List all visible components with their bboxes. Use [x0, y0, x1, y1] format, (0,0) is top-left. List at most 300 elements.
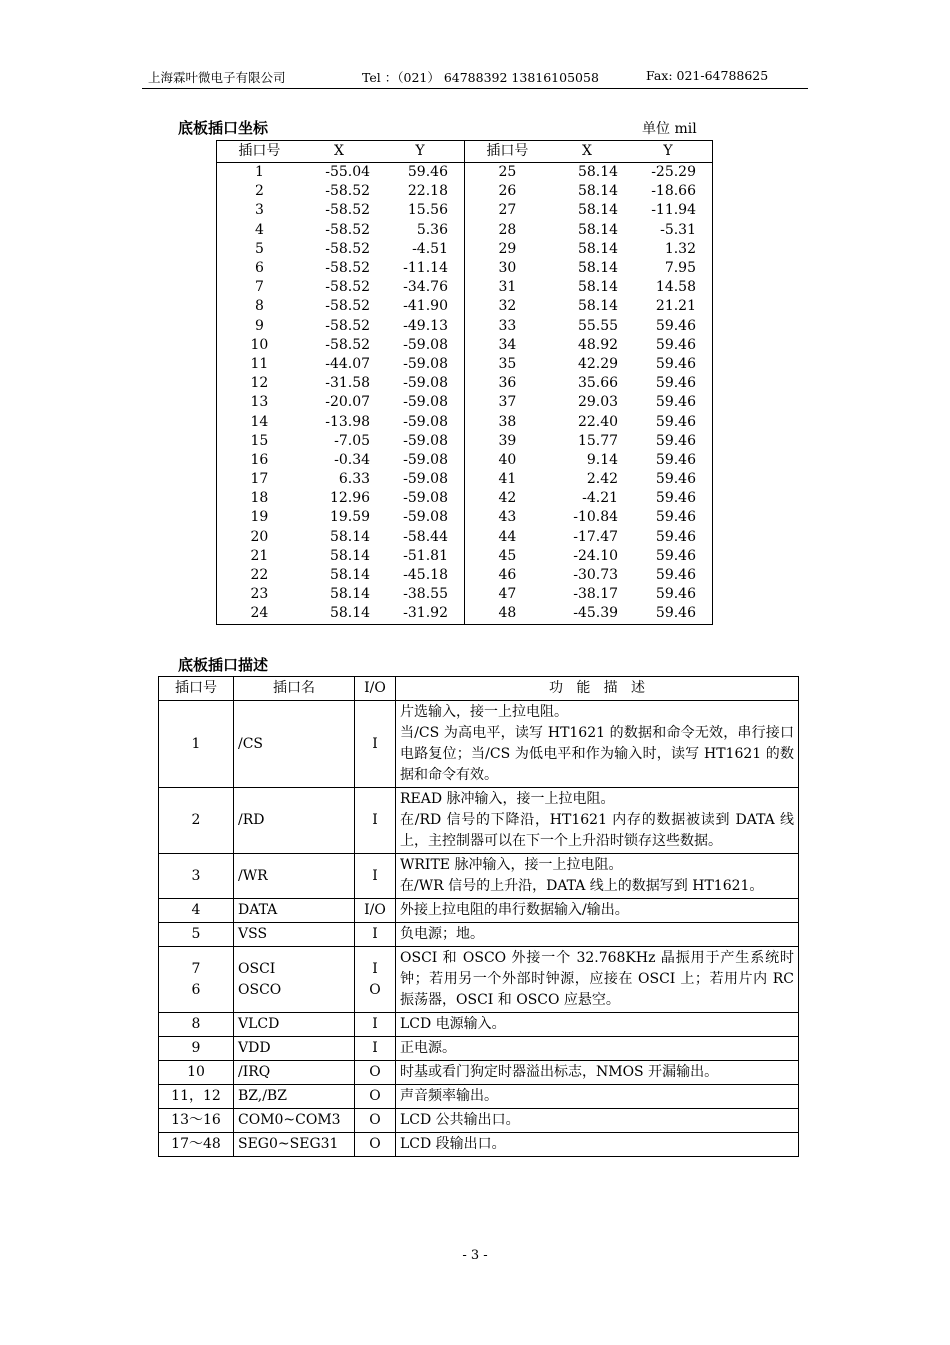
pin-number — [159, 947, 234, 1013]
x-value: 2.42 — [586, 471, 619, 488]
pin-io-line: I — [372, 926, 378, 942]
pin-io — [355, 788, 396, 854]
pin-number: 27 — [464, 201, 549, 220]
coordinate-row — [217, 259, 713, 278]
y-value: 59.46 — [655, 375, 696, 392]
y-value: 22.18 — [407, 183, 448, 200]
pin-number: 10 — [250, 336, 269, 353]
col-header-pin-name: 插口名 — [234, 677, 355, 701]
pin-number-line: 2 — [191, 812, 201, 828]
pin-number-line: 17～48 — [171, 1136, 221, 1152]
pin-number: 14 — [250, 413, 269, 430]
y-value: -34.76 — [403, 279, 448, 296]
y-value: 59.46 — [655, 355, 696, 372]
coordinate-row — [217, 432, 713, 451]
pin-number: 42 — [464, 489, 549, 508]
y-value: 15.56 — [407, 202, 448, 219]
pin-number: 46 — [464, 566, 549, 585]
pin-number-line: 7 — [191, 960, 201, 977]
y-value: 59.46 — [655, 528, 696, 545]
pin-name-line: /WR — [238, 867, 268, 884]
x-value: -44.07 — [325, 355, 371, 372]
x-value: -17.47 — [573, 528, 619, 545]
pin-name — [234, 1133, 355, 1157]
coordinate-row — [217, 412, 713, 431]
pin-number — [159, 701, 234, 788]
x-value: -7.05 — [334, 432, 371, 449]
fax: Fax: 021-64788625 — [646, 68, 769, 83]
pin-row — [159, 947, 799, 1013]
coordinate-row — [217, 489, 713, 508]
pin-description-table — [158, 676, 799, 1157]
pin-number-line: 1 — [191, 735, 201, 752]
coordinate-row — [217, 374, 713, 393]
pin-number: 47 — [464, 585, 549, 604]
pin-number — [159, 899, 234, 923]
pin-description — [396, 854, 799, 899]
coord-section-title: 底板插口坐标 — [178, 119, 269, 137]
pin-number-line: 3 — [191, 867, 201, 884]
pin-description — [396, 1061, 799, 1085]
pin-number: 34 — [464, 336, 549, 355]
y-value: -45.18 — [403, 567, 448, 584]
x-value: 9.14 — [586, 451, 619, 468]
y-value: 5.36 — [416, 221, 448, 238]
y-value: 59.46 — [655, 394, 696, 411]
pin-description-line: 在/RD 信号的下降沿，HT1621 内存的数据被读到 DATA 线上，主控制器可以在下一个上升沿时锁存这些数据。 — [400, 812, 794, 849]
pin-name-line: VSS — [238, 926, 268, 942]
x-value: 19.59 — [329, 509, 371, 526]
coordinate-row — [217, 297, 713, 316]
y-value: -11.14 — [403, 260, 448, 277]
pin-number-line: 13～16 — [171, 1112, 221, 1128]
pin-number: 17 — [250, 471, 269, 488]
pin-name-line: /CS — [238, 735, 264, 752]
x-value: -58.52 — [325, 336, 371, 353]
pin-description-line: LCD 公共输出口。 — [400, 1112, 520, 1128]
y-value: -59.08 — [403, 490, 448, 507]
y-value: 59.46 — [655, 509, 696, 526]
pin-description-line: WRITE 脉冲输入，接一上拉电阻。 — [400, 857, 623, 873]
pin-row — [159, 1085, 799, 1109]
pin-io — [355, 1133, 396, 1157]
pin-name — [234, 788, 355, 854]
x-value: 58.14 — [577, 183, 619, 200]
x-value: -58.52 — [325, 202, 371, 219]
coordinate-row — [217, 508, 713, 527]
pin-name-line: VLCD — [238, 1016, 280, 1032]
y-value: 1.32 — [664, 240, 696, 257]
pin-header-row — [159, 677, 799, 701]
pin-number-line: 6 — [191, 981, 201, 998]
pin-row — [159, 1133, 799, 1157]
pin-number: 1 — [254, 164, 264, 181]
coordinate-row — [217, 317, 713, 336]
pin-io-line: I — [372, 735, 378, 752]
y-value: 14.58 — [655, 279, 696, 296]
y-value: 59.46 — [655, 432, 696, 449]
col-header-pin-no: 插口号 — [159, 677, 234, 701]
coordinate-row — [217, 470, 713, 489]
pin-io-line: I/O — [364, 902, 386, 918]
pin-io-line: I — [372, 960, 378, 977]
pin-number-line: 4 — [191, 902, 201, 918]
pin-name — [234, 1013, 355, 1037]
pin-number: 24 — [250, 605, 269, 622]
x-value: -38.17 — [573, 586, 619, 603]
x-value: -0.34 — [334, 451, 371, 468]
y-value: 59.46 — [655, 451, 696, 468]
x-value: -55.04 — [325, 164, 371, 181]
x-value: -58.52 — [325, 298, 371, 315]
y-value: -59.08 — [403, 355, 448, 372]
pin-number: 29 — [464, 240, 549, 259]
page-number: - 3 - — [462, 1248, 488, 1263]
y-value: 59.46 — [655, 547, 696, 564]
y-value: 59.46 — [655, 490, 696, 507]
pin-description-line: 负电源；地。 — [400, 926, 484, 942]
pin-number: 26 — [464, 182, 549, 201]
pin-description-line: 时基或看门狗定时器溢出标志，NMOS 开漏输出。 — [400, 1064, 719, 1080]
pin-number: 21 — [250, 547, 269, 564]
pin-io — [355, 947, 396, 1013]
pin-description-line: LCD 电源输入。 — [400, 1016, 506, 1032]
pin-number: 37 — [464, 393, 549, 412]
coordinate-row — [217, 393, 713, 412]
y-value: -59.08 — [403, 336, 448, 353]
pin-number: 19 — [250, 509, 269, 526]
x-value: 35.66 — [577, 375, 619, 392]
y-value: -59.08 — [403, 471, 448, 488]
pin-io-line: O — [369, 1136, 381, 1152]
pin-number: 40 — [464, 451, 549, 470]
pin-description-line: 正电源。 — [400, 1040, 456, 1056]
col-header-x: X — [302, 141, 376, 163]
pin-description — [396, 899, 799, 923]
y-value: -25.29 — [651, 164, 696, 181]
pin-io — [355, 854, 396, 899]
y-value: -41.90 — [403, 298, 448, 315]
y-value: 59.46 — [655, 471, 696, 488]
pin-number — [159, 1037, 234, 1061]
col-header-io: I/O — [355, 677, 396, 701]
pin-io — [355, 701, 396, 788]
col-header-x: X — [550, 141, 624, 163]
pin-number-line: 11，12 — [171, 1088, 221, 1104]
pin-description-line: 外接上拉电阻的串行数据输入/输出。 — [400, 902, 629, 918]
coordinate-row — [217, 566, 713, 585]
pin-description — [396, 788, 799, 854]
pin-number: 33 — [464, 317, 549, 336]
y-value: -59.08 — [403, 509, 448, 526]
pin-number — [159, 1109, 234, 1133]
pin-row — [159, 1061, 799, 1085]
pin-number: 23 — [250, 586, 269, 603]
pin-name — [234, 947, 355, 1013]
pin-description — [396, 923, 799, 947]
x-value: -58.52 — [325, 221, 371, 238]
pin-name-line: VDD — [238, 1040, 271, 1056]
pin-number — [159, 1085, 234, 1109]
pin-row — [159, 788, 799, 854]
pin-row — [159, 923, 799, 947]
x-value: -45.39 — [573, 605, 619, 622]
y-value: -59.08 — [403, 432, 448, 449]
pin-number — [159, 854, 234, 899]
pin-description — [396, 1037, 799, 1061]
pin-io — [355, 1037, 396, 1061]
pin-name — [234, 854, 355, 899]
pin-number: 44 — [464, 528, 549, 547]
x-value: 48.92 — [577, 336, 619, 353]
pin-number: 13 — [250, 394, 269, 411]
coordinate-row — [217, 336, 713, 355]
pin-number: 20 — [250, 528, 269, 545]
pin-number: 2 — [254, 183, 264, 200]
y-value: 21.21 — [655, 298, 696, 315]
pin-name-line: OSCO — [238, 981, 282, 998]
pin-number — [159, 788, 234, 854]
pin-io — [355, 1109, 396, 1133]
pin-name — [234, 1061, 355, 1085]
company-name: 上海霖叶微电子有限公司 — [148, 70, 286, 85]
pin-row — [159, 1037, 799, 1061]
x-value: 58.14 — [329, 567, 371, 584]
x-value: -58.52 — [325, 240, 371, 257]
x-value: 58.14 — [577, 298, 619, 315]
pin-io-line: I — [372, 1016, 378, 1032]
pin-number: 7 — [254, 279, 264, 296]
pin-number — [159, 1061, 234, 1085]
coordinate-row — [217, 163, 713, 183]
x-value: -31.58 — [325, 375, 371, 392]
x-value: -13.98 — [325, 413, 371, 430]
y-value: 7.95 — [664, 260, 696, 277]
pin-description-line: 在/WR 信号的上升沿，DATA 线上的数据写到 HT1621。 — [400, 878, 764, 894]
col-header-pin: 插口号 — [217, 141, 302, 163]
pin-row — [159, 1013, 799, 1037]
pin-io — [355, 1013, 396, 1037]
col-header-pin: 插口号 — [464, 141, 549, 163]
pin-number: 5 — [254, 240, 264, 257]
pin-description-line: READ 脉冲输入，接一上拉电阻。 — [400, 791, 615, 807]
x-value: 58.14 — [577, 240, 619, 257]
y-value: -58.44 — [403, 528, 448, 545]
y-value: 59.46 — [655, 567, 696, 584]
x-value: -30.73 — [573, 567, 619, 584]
y-value: -11.94 — [651, 202, 696, 219]
pin-io-line: O — [369, 1064, 381, 1080]
pin-number: 3 — [254, 202, 264, 219]
x-value: 15.77 — [577, 432, 619, 449]
pin-io — [355, 1061, 396, 1085]
x-value: 42.29 — [577, 355, 619, 372]
y-value: 59.46 — [655, 336, 696, 353]
coordinate-row — [217, 547, 713, 566]
y-value: -5.31 — [660, 221, 696, 238]
pin-name-line: OSCI — [238, 960, 276, 977]
pin-number: 9 — [254, 317, 264, 334]
pin-io-line: O — [369, 981, 381, 998]
coordinate-row — [217, 528, 713, 547]
col-header-y: Y — [624, 141, 712, 163]
coordinate-row — [217, 221, 713, 240]
pin-io-line: I — [372, 812, 378, 828]
x-value: -10.84 — [573, 509, 619, 526]
pin-number: 11 — [250, 355, 269, 372]
x-value: 29.03 — [577, 394, 619, 411]
pin-io-line: I — [372, 867, 378, 884]
y-value: 59.46 — [655, 605, 696, 622]
x-value: -58.52 — [325, 317, 371, 334]
x-value: -20.07 — [325, 394, 371, 411]
pin-name — [234, 1037, 355, 1061]
x-value: -24.10 — [573, 547, 619, 564]
x-value: 12.96 — [329, 490, 371, 507]
pin-number: 18 — [250, 490, 269, 507]
x-value: 58.14 — [329, 547, 371, 564]
pin-number: 30 — [464, 259, 549, 278]
pin-io — [355, 899, 396, 923]
x-value: -4.21 — [582, 490, 619, 507]
pin-row — [159, 899, 799, 923]
col-header-description: 功 能 描 述 — [396, 677, 799, 701]
pin-number: 31 — [464, 278, 549, 297]
x-value: -58.52 — [325, 260, 371, 277]
coordinate-row — [217, 182, 713, 201]
y-value: -31.92 — [403, 605, 448, 622]
coordinate-header-row — [217, 141, 713, 163]
x-value: -58.52 — [325, 183, 371, 200]
pin-number: 8 — [254, 298, 264, 315]
x-value: 58.14 — [329, 528, 371, 545]
x-value: 58.14 — [329, 605, 371, 622]
coordinate-row — [217, 604, 713, 624]
pin-name — [234, 701, 355, 788]
x-value: 58.14 — [577, 202, 619, 219]
pin-name-line: BZ,/BZ — [238, 1088, 287, 1104]
x-value: -58.52 — [325, 279, 371, 296]
pin-row — [159, 1109, 799, 1133]
y-value: 59.46 — [407, 164, 448, 181]
pin-description-line: OSCI 和 OSCO 外接一个 32.768KHz 晶振用于产生系统时钟；若用另一个外部时钟源，应接在 OSCI 上；若用片内 RC 振荡器，OSCI 和 OSCO 应悬空。 — [400, 950, 794, 1008]
pin-name-line: SEG0~SEG31 — [238, 1136, 339, 1152]
pin-row — [159, 701, 799, 788]
pin-description-line: 声音频率输出。 — [400, 1088, 498, 1104]
unit-label: 单位 mil — [642, 121, 697, 137]
pin-name-line: DATA — [238, 902, 278, 918]
x-value: 55.55 — [577, 317, 619, 334]
pin-description — [396, 701, 799, 788]
pin-name — [234, 1085, 355, 1109]
x-value: 58.14 — [577, 164, 619, 181]
pin-name-line: /RD — [238, 812, 265, 828]
pin-number-line: 10 — [187, 1064, 205, 1080]
x-value: 58.14 — [329, 586, 371, 603]
pin-number: 48 — [464, 604, 549, 624]
pin-number-line: 8 — [191, 1016, 201, 1032]
coordinate-row — [217, 240, 713, 259]
coordinate-table — [216, 140, 713, 625]
pin-number — [159, 1133, 234, 1157]
x-value: 58.14 — [577, 221, 619, 238]
coordinate-row — [217, 355, 713, 374]
y-value: 59.46 — [655, 586, 696, 603]
pin-io-line: O — [369, 1088, 381, 1104]
pin-io — [355, 923, 396, 947]
pin-name-line: /IRQ — [238, 1064, 271, 1080]
pin-description-line: 片选输入，接一上拉电阻。 — [400, 704, 568, 720]
pin-description-line: 当/CS 为高电平，读写 HT1621 的数据和命令无效，串行接口电路复位；当/CS 为低电平和作为输入时，读写 HT1621 的数据和命令有效。 — [400, 725, 794, 783]
pin-description — [396, 1085, 799, 1109]
pin-number: 25 — [464, 163, 549, 183]
coordinate-row — [217, 585, 713, 604]
pin-row — [159, 854, 799, 899]
pin-number-line: 5 — [191, 926, 201, 942]
pin-number — [159, 923, 234, 947]
pin-description — [396, 947, 799, 1013]
pin-number: 45 — [464, 547, 549, 566]
pin-name — [234, 899, 355, 923]
pin-description — [396, 1013, 799, 1037]
pin-io-line: O — [369, 1112, 381, 1128]
x-value: 58.14 — [577, 260, 619, 277]
y-value: -18.66 — [651, 183, 696, 200]
y-value: -59.08 — [403, 451, 448, 468]
pin-number: 16 — [250, 451, 269, 468]
pin-number: 32 — [464, 297, 549, 316]
pin-number — [159, 1013, 234, 1037]
pin-number: 41 — [464, 470, 549, 489]
y-value: 59.46 — [655, 413, 696, 430]
pin-name — [234, 923, 355, 947]
pin-number: 6 — [254, 260, 264, 277]
y-value: -59.08 — [403, 413, 448, 430]
y-value: -4.51 — [412, 240, 448, 257]
pin-number: 35 — [464, 355, 549, 374]
y-value: -38.55 — [403, 586, 448, 603]
pin-number: 12 — [250, 375, 269, 392]
pin-number: 4 — [254, 221, 264, 238]
pin-io — [355, 1085, 396, 1109]
x-value: 6.33 — [338, 471, 371, 488]
pin-description-line: LCD 段输出口。 — [400, 1136, 506, 1152]
pin-description — [396, 1133, 799, 1157]
y-value: -59.08 — [403, 375, 448, 392]
pin-number: 38 — [464, 412, 549, 431]
x-value: 22.40 — [577, 413, 619, 430]
pin-io-line: I — [372, 1040, 378, 1056]
pin-number: 39 — [464, 432, 549, 451]
coordinate-row — [217, 201, 713, 220]
y-value: 59.46 — [655, 317, 696, 334]
y-value: -59.08 — [403, 394, 448, 411]
pin-number: 36 — [464, 374, 549, 393]
col-header-y: Y — [376, 141, 464, 163]
y-value: -49.13 — [403, 317, 448, 334]
pin-number: 43 — [464, 508, 549, 527]
pin-number-line: 9 — [191, 1040, 201, 1056]
pin-name-line: COM0~COM3 — [238, 1112, 341, 1128]
telephone: Tel ：（021） 64788392 13816105058 — [362, 70, 599, 85]
x-value: 58.14 — [577, 279, 619, 296]
pin-name — [234, 1109, 355, 1133]
pin-section-title: 底板插口描述 — [178, 656, 269, 674]
y-value: -51.81 — [403, 547, 448, 564]
pin-number: 22 — [250, 567, 269, 584]
pin-description — [396, 1109, 799, 1133]
coordinate-row — [217, 278, 713, 297]
